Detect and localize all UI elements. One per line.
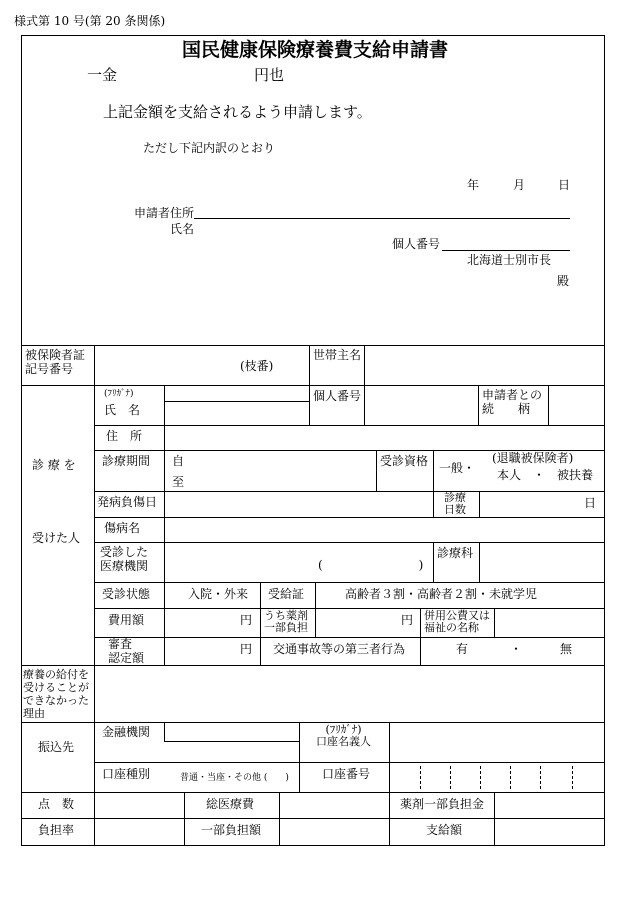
insurance-card-no-label: 被保険者証 記号番号 [25, 348, 86, 376]
drug-copay-label: 薬剤一部負担金 [400, 797, 485, 811]
request-statement: 上記金額を支給されるよう申請します。 [103, 103, 372, 121]
certificate-options: 高齢者３割・高齢者２割・未就学児 [345, 587, 538, 601]
drug-burden-label: うち薬剤 一部負担 [264, 609, 308, 634]
retired-label: (退職被保険者) [492, 451, 574, 465]
date-month: 月 [513, 178, 526, 192]
applicant-address-line[interactable] [194, 218, 570, 219]
furigana-label: (ﾌﾘｶﾞﾅ) [104, 389, 134, 399]
bank-label: 金融機関 [102, 725, 151, 739]
branch-no-label: (枝番) [240, 359, 274, 373]
visit-status-label: 受診状態 [102, 587, 151, 601]
date-year: 年 [467, 178, 480, 192]
general-option: 一般・ [439, 461, 476, 475]
qualification-label: 受診資格 [380, 454, 429, 468]
address-label: 住 所 [106, 429, 143, 443]
household-head-label: 世帯主名 [313, 348, 362, 362]
treatment-period-label: 診療期間 [102, 454, 151, 468]
reason-label: 療養の給付を 受けることが できなかった 理由 [23, 668, 89, 720]
account-number-label: 口座番号 [322, 767, 371, 781]
account-type-label: 口座種別 [102, 767, 151, 781]
review-yen: 円 [240, 642, 253, 656]
department-label: 診療科 [437, 546, 474, 560]
total-cost-label: 総医療費 [206, 797, 255, 811]
treated-person-bottom: 受けた人 [32, 531, 81, 545]
patient-name-label: 氏 名 [104, 403, 141, 417]
institution-parens: ( ) [318, 558, 424, 572]
drug-burden-yen: 円 [401, 613, 414, 627]
period-from: 自 [172, 454, 185, 468]
amount-prefix: 一金 [87, 66, 118, 84]
personal-no-label: 個人番号 [313, 389, 362, 403]
breakdown-note: ただし下記内訳のとおり [143, 141, 276, 155]
onset-date-label: 発病負傷日 [97, 495, 158, 509]
institution-label: 受診した 医療機関 [100, 545, 149, 573]
treatment-days-label: 診療 日数 [444, 491, 466, 516]
burden-rate-label: 負担率 [38, 823, 75, 837]
day-unit: 日 [584, 496, 597, 510]
recipient-office: 北海道士別市長 [467, 253, 552, 267]
review-label: 審査 認定額 [108, 637, 145, 665]
public-expense-label: 併用公費又は 福祉の名称 [424, 609, 490, 634]
partial-burden-label: 一部負担額 [201, 823, 262, 837]
form-number: 様式第 10 号(第 20 条関係) [14, 14, 166, 28]
third-party-no: 無 [560, 642, 573, 656]
period-to: 至 [172, 475, 185, 489]
disease-name-label: 傷病名 [104, 521, 141, 535]
points-label: 点 数 [38, 797, 75, 811]
payment-label: 支給額 [426, 823, 463, 837]
applicant-name-label: 氏名 [170, 222, 195, 236]
cost-yen: 円 [240, 613, 253, 627]
third-party-yes: 有 [456, 642, 469, 656]
recipient-honorific: 殿 [557, 274, 570, 288]
inout-options: 入院・外来 [188, 587, 249, 601]
account-holder-label: (ﾌﾘｶﾞﾅ) 口座名義人 [316, 723, 371, 748]
cost-label: 費用額 [108, 613, 145, 627]
applicant-address-label: 申請者住所 [134, 206, 195, 220]
transfer-label: 振込先 [38, 740, 75, 754]
amount-suffix: 円也 [254, 66, 285, 84]
certificate-label: 受給証 [268, 587, 305, 601]
applicant-id-label: 個人番号 [392, 237, 441, 251]
account-type-options: 普通・当座・その他 ( ) [180, 773, 289, 783]
third-party-dot: ・ [510, 642, 523, 656]
form-title: 国民健康保険療養費支給申請書 [181, 39, 448, 61]
date-day: 日 [558, 178, 571, 192]
relation-label: 申請者との 続 柄 [482, 388, 543, 416]
third-party-label: 交通事故等の第三者行為 [273, 642, 406, 656]
treated-person-top: 診 療 を [32, 458, 76, 472]
retired-options: 本人 ・ 被扶養 [497, 468, 594, 482]
applicant-id-line[interactable] [442, 250, 570, 251]
